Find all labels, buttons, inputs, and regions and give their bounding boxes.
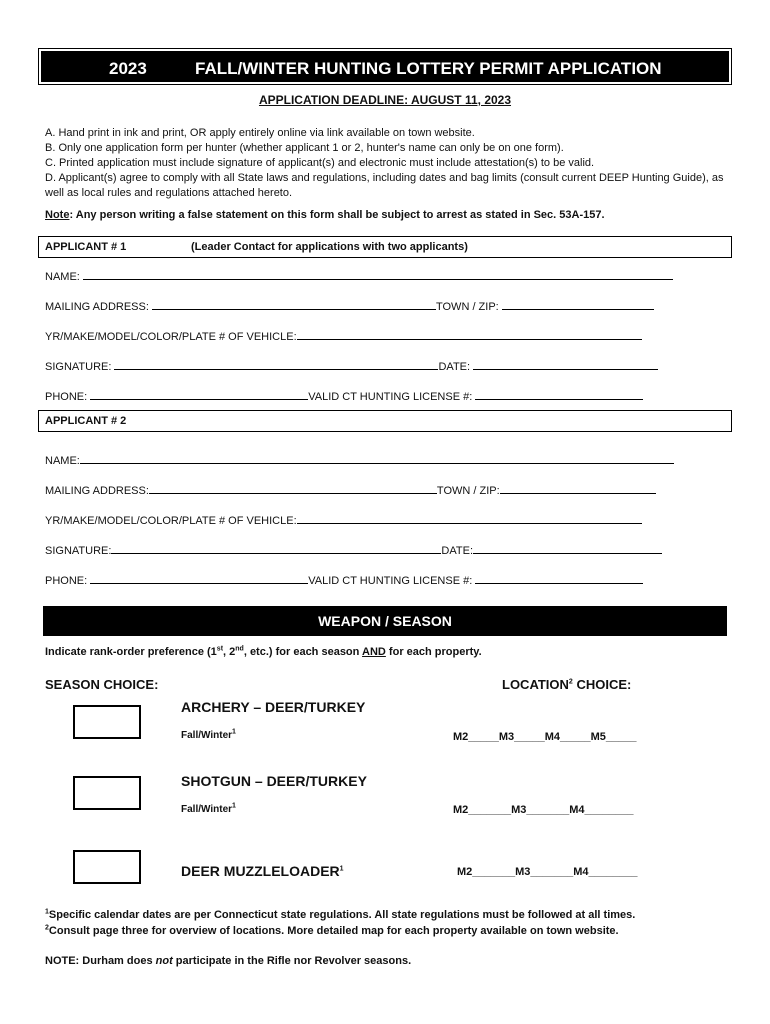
location-sup: 2 (568, 678, 573, 686)
footnote-1-text: Specific calendar dates are per Connecticut state regulations. All state regulations must be followed at all times. (48, 909, 636, 921)
applicant2-mailing-field[interactable] (149, 483, 437, 494)
name-label: NAME: (45, 455, 80, 467)
durham-note-not: not (155, 955, 173, 967)
archery-subtitle (181, 730, 236, 741)
applicant1-heading: APPLICANT # 1 (45, 241, 127, 253)
applicant2-town-zip-field[interactable] (500, 483, 656, 494)
location-choice-heading (502, 677, 631, 692)
signature-label: SIGNATURE: (45, 361, 112, 373)
archery-sup: 1 (232, 728, 236, 736)
title-bar (38, 48, 732, 85)
applicant2-name-row (45, 453, 674, 467)
muzzleloader-locations[interactable]: M2_______M3_______M4________ (457, 866, 638, 878)
shotgun-sup: 1 (232, 802, 236, 810)
footnote-2-number: 2 (45, 924, 49, 932)
location-text: LOCATION (502, 677, 569, 692)
applicant1-town-zip-field[interactable] (502, 299, 654, 310)
footnote-1-number: 1 (45, 908, 49, 916)
name-label: NAME: (45, 271, 80, 283)
application-deadline: APPLICATION DEADLINE: AUGUST 11, 2023 (258, 93, 512, 107)
indicate-text-2: , 2 (223, 646, 236, 658)
muzzleloader-title-text: DEER MUZZLELOADER (181, 863, 340, 879)
note-label: Note (45, 209, 70, 221)
license-label: VALID CT HUNTING LICENSE #: (308, 391, 473, 403)
applicant1-mailing-row (45, 299, 654, 313)
phone-label: PHONE: (45, 575, 88, 587)
applicant1-phone-row (45, 389, 643, 403)
archery-title: ARCHERY – DEER/TURKEY (181, 699, 366, 715)
shotgun-sub-text: Fall/Winter (181, 804, 233, 815)
indicate-text-4: for each property. (385, 646, 482, 658)
applicant1-license-field[interactable] (475, 389, 643, 400)
archery-rank-box[interactable] (73, 705, 141, 739)
footnote-2-text: Consult page three for overview of locations. More detailed map for each property available on town website. (48, 925, 619, 937)
applicant2-heading: APPLICANT # 2 (45, 415, 127, 427)
muzzleloader-rank-box[interactable] (73, 850, 141, 884)
applicant1-header (38, 236, 732, 258)
sup-nd: nd (235, 645, 244, 653)
weapon-season-bar: WEAPON / SEASON (43, 606, 727, 636)
form-title: FALL/WINTER HUNTING LOTTERY PERMIT APPLICATION (195, 59, 662, 78)
footnote-1 (45, 909, 635, 921)
muzzleloader-title (181, 863, 344, 879)
town-zip-label: TOWN / ZIP: (435, 301, 499, 313)
rule-b: B. Only one application form per hunter (whether applicant 1 or 2, hunter's name can only be on one form). (45, 142, 564, 154)
indicate-and: AND (362, 646, 386, 658)
mailing-label: MAILING ADDRESS: (45, 485, 149, 497)
false-statement-note (45, 209, 605, 221)
applicant1-name-field[interactable] (83, 269, 673, 280)
shotgun-locations[interactable]: M2_______M3_______M4________ (453, 804, 634, 816)
mailing-label: MAILING ADDRESS: (45, 301, 149, 313)
vehicle-label: YR/MAKE/MODEL/COLOR/PLATE # OF VEHICLE: (45, 515, 297, 527)
note-text: : Any person writing a false statement on this form shall be subject to arrest as stated in Sec. 53A-157. (69, 209, 605, 221)
indicate-text-3: , etc.) for each season (243, 646, 363, 658)
season-choice-heading: SEASON CHOICE: (45, 677, 159, 692)
sup-st: st (216, 645, 224, 653)
choice-text: CHOICE: (572, 677, 632, 692)
applicant2-signature-field[interactable] (111, 543, 441, 554)
vehicle-label: YR/MAKE/MODEL/COLOR/PLATE # OF VEHICLE: (45, 331, 297, 343)
rule-c: C. Printed application must include signature of applicant(s) and electronic must include attestation(s) to be valid. (45, 157, 595, 169)
applicant2-name-field[interactable] (80, 453, 674, 464)
applicant2-phone-row (45, 573, 643, 587)
applicant1-date-field[interactable] (473, 359, 658, 370)
applicant1-subheading: (Leader Contact for applications with two applicants) (191, 241, 468, 253)
footnote-2 (45, 925, 619, 937)
signature-label: SIGNATURE: (45, 545, 112, 557)
indicate-text-1: Indicate rank-order preference (1 (45, 646, 217, 658)
applicant1-signature-field[interactable] (114, 359, 438, 370)
applicant2-vehicle-field[interactable] (297, 513, 642, 524)
applicant1-vehicle-field[interactable] (297, 329, 642, 340)
rule-d: D. Applicant(s) agree to comply with all State laws and regulations, including dates and bag limits (consult current DEEP Hunting Guide), as well as local rules and regulations attached hereto. (45, 172, 724, 199)
phone-label: PHONE: (45, 391, 88, 403)
applicant1-mailing-field[interactable] (152, 299, 436, 310)
form-year: 2023 (109, 59, 147, 78)
applicant2-license-field[interactable] (475, 573, 643, 584)
archery-locations[interactable]: M2_____M3_____M4_____M5_____ (453, 731, 637, 743)
applicant2-vehicle-row (45, 513, 642, 527)
license-label: VALID CT HUNTING LICENSE #: (308, 575, 473, 587)
durham-note-post: participate in the Rifle nor Revolver seasons. (172, 955, 412, 967)
date-label: DATE: (438, 361, 471, 373)
applicant2-phone-field[interactable] (90, 573, 308, 584)
applicant2-header (38, 410, 732, 432)
applicant1-vehicle-row (45, 329, 642, 343)
muzzleloader-sup: 1 (339, 865, 344, 873)
durham-note-pre: NOTE: Durham does (45, 955, 156, 967)
applicant2-date-field[interactable] (473, 543, 662, 554)
applicant1-signature-row (45, 359, 658, 373)
applicant1-phone-field[interactable] (90, 389, 308, 400)
applicant2-signature-row (45, 543, 662, 557)
shotgun-title: SHOTGUN – DEER/TURKEY (181, 773, 367, 789)
applicant1-name-row (45, 269, 673, 283)
shotgun-rank-box[interactable] (73, 776, 141, 810)
rank-order-instruction (45, 646, 482, 658)
rule-a: A. Hand print in ink and print, OR apply entirely online via link available on town website. (45, 127, 475, 139)
town-zip-label: TOWN / ZIP: (436, 485, 500, 497)
archery-sub-text: Fall/Winter (181, 730, 233, 741)
shotgun-subtitle (181, 804, 236, 815)
durham-note (45, 955, 411, 967)
instructions (45, 126, 735, 201)
date-label: DATE: (441, 545, 473, 557)
applicant2-mailing-row (45, 483, 656, 497)
